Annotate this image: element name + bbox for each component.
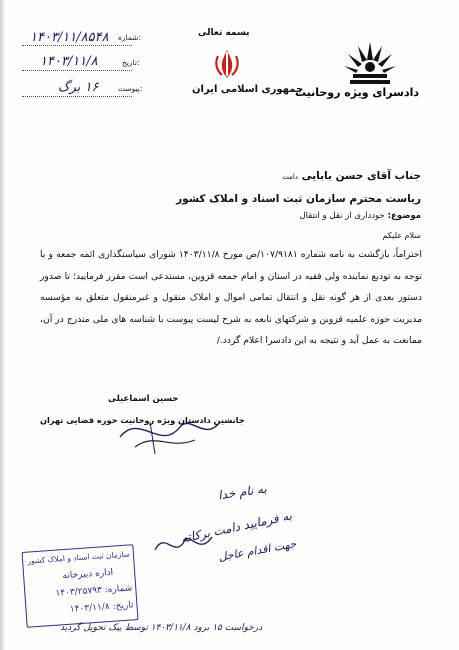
- attachment-value: ۱۶ برگ: [58, 80, 99, 95]
- scan-edge-shadow: [0, 0, 6, 650]
- signature-scribble-icon: [110, 402, 230, 462]
- handwritten-note-top: به نام خدا: [217, 481, 268, 503]
- addressee-honorific: دامت: [282, 173, 298, 181]
- court-logo-icon: [340, 40, 400, 88]
- date-label: تاریخ:: [122, 58, 140, 67]
- stamp-line-3: شماره: ۱۴۰۳/۲۵۷۹۳: [55, 583, 133, 599]
- handwritten-initials-icon: [150, 525, 220, 565]
- subject-text: خودداری از نقل و انتقال: [299, 211, 385, 221]
- subject-label: موضوع:: [387, 211, 421, 221]
- handwritten-footer: درخواست ۱۵ برود ۱۴۰۳/۱۱/۸ توسط پیک تحویل گردید: [60, 623, 263, 633]
- court-name: دادسرای ویژه روحانیت: [294, 86, 419, 99]
- signatory-title: جانشین دادستان ویژه روحانیت حوزه قضایی تهران: [40, 415, 245, 425]
- attachment-label: پیوست:: [118, 84, 143, 93]
- iran-emblem-icon: [212, 48, 242, 80]
- attachment-line: [22, 96, 132, 97]
- addressee-title: ریاست محترم سازمان ثبت اسناد و املاک کشور: [176, 193, 421, 205]
- date-value: ۱۴۰۳/۱۱/۸: [40, 54, 98, 69]
- number-line: [22, 45, 132, 46]
- stamp-line-2: اداره دبیرخانه: [62, 567, 114, 582]
- number-value: ۱۴۰۳/۱۱/۸۵۴۸: [30, 30, 109, 45]
- bismillah: بسمه تعالی: [198, 28, 250, 38]
- registry-stamp: [21, 544, 138, 628]
- addressee-name: [282, 170, 421, 182]
- republic-name: جمهوری اسلامی ایران: [192, 84, 304, 95]
- handwritten-note-1: به فرمایید دامت برکاته: [179, 508, 294, 546]
- addressee-name-text: جناب آقای حسن بابایی: [301, 170, 421, 182]
- stamp-line-4: تاریخ: ۱۴۰۳/۱۱/۸: [69, 600, 134, 615]
- signatory-name: حسین اسماعیلی: [108, 394, 179, 404]
- handwritten-note-2: جهت اقدام عاجل: [217, 537, 298, 564]
- stamp-line-1: سازمان ثبت اسناد و املاک کشور: [27, 549, 131, 566]
- greeting: سلام علیکم: [382, 231, 421, 240]
- number-label: شماره:: [118, 33, 141, 42]
- letter-body: احتراماً، بازگشت به نامه شماره ۱۰۷/۹۱۸۱/ص مورخ ۱۴۰۳/۱۱/۸ شورای سیاستگذاری ائمه جمعه و با توجه به تودیع نماینده ولی فقیه در استان و امام جمعه قزوین، مستدعی است مقرر فرمایید؛ تا صدور دستور بعدی از هر گونه نقل و انتقال تمامی اموال و املاک منقول و غیرمنقول متعلق به مؤسسه مدیریت حوزه علمیه قزوین و شرکتهای تابعه به شرح لیست پیوست با شناسه های ملی مندرج در آن، ممانعت به عمل آید و نتیجه به این دادسرا اعلام گردد./: [40, 249, 422, 346]
- date-line: [22, 70, 132, 71]
- subject-line: [300, 211, 422, 221]
